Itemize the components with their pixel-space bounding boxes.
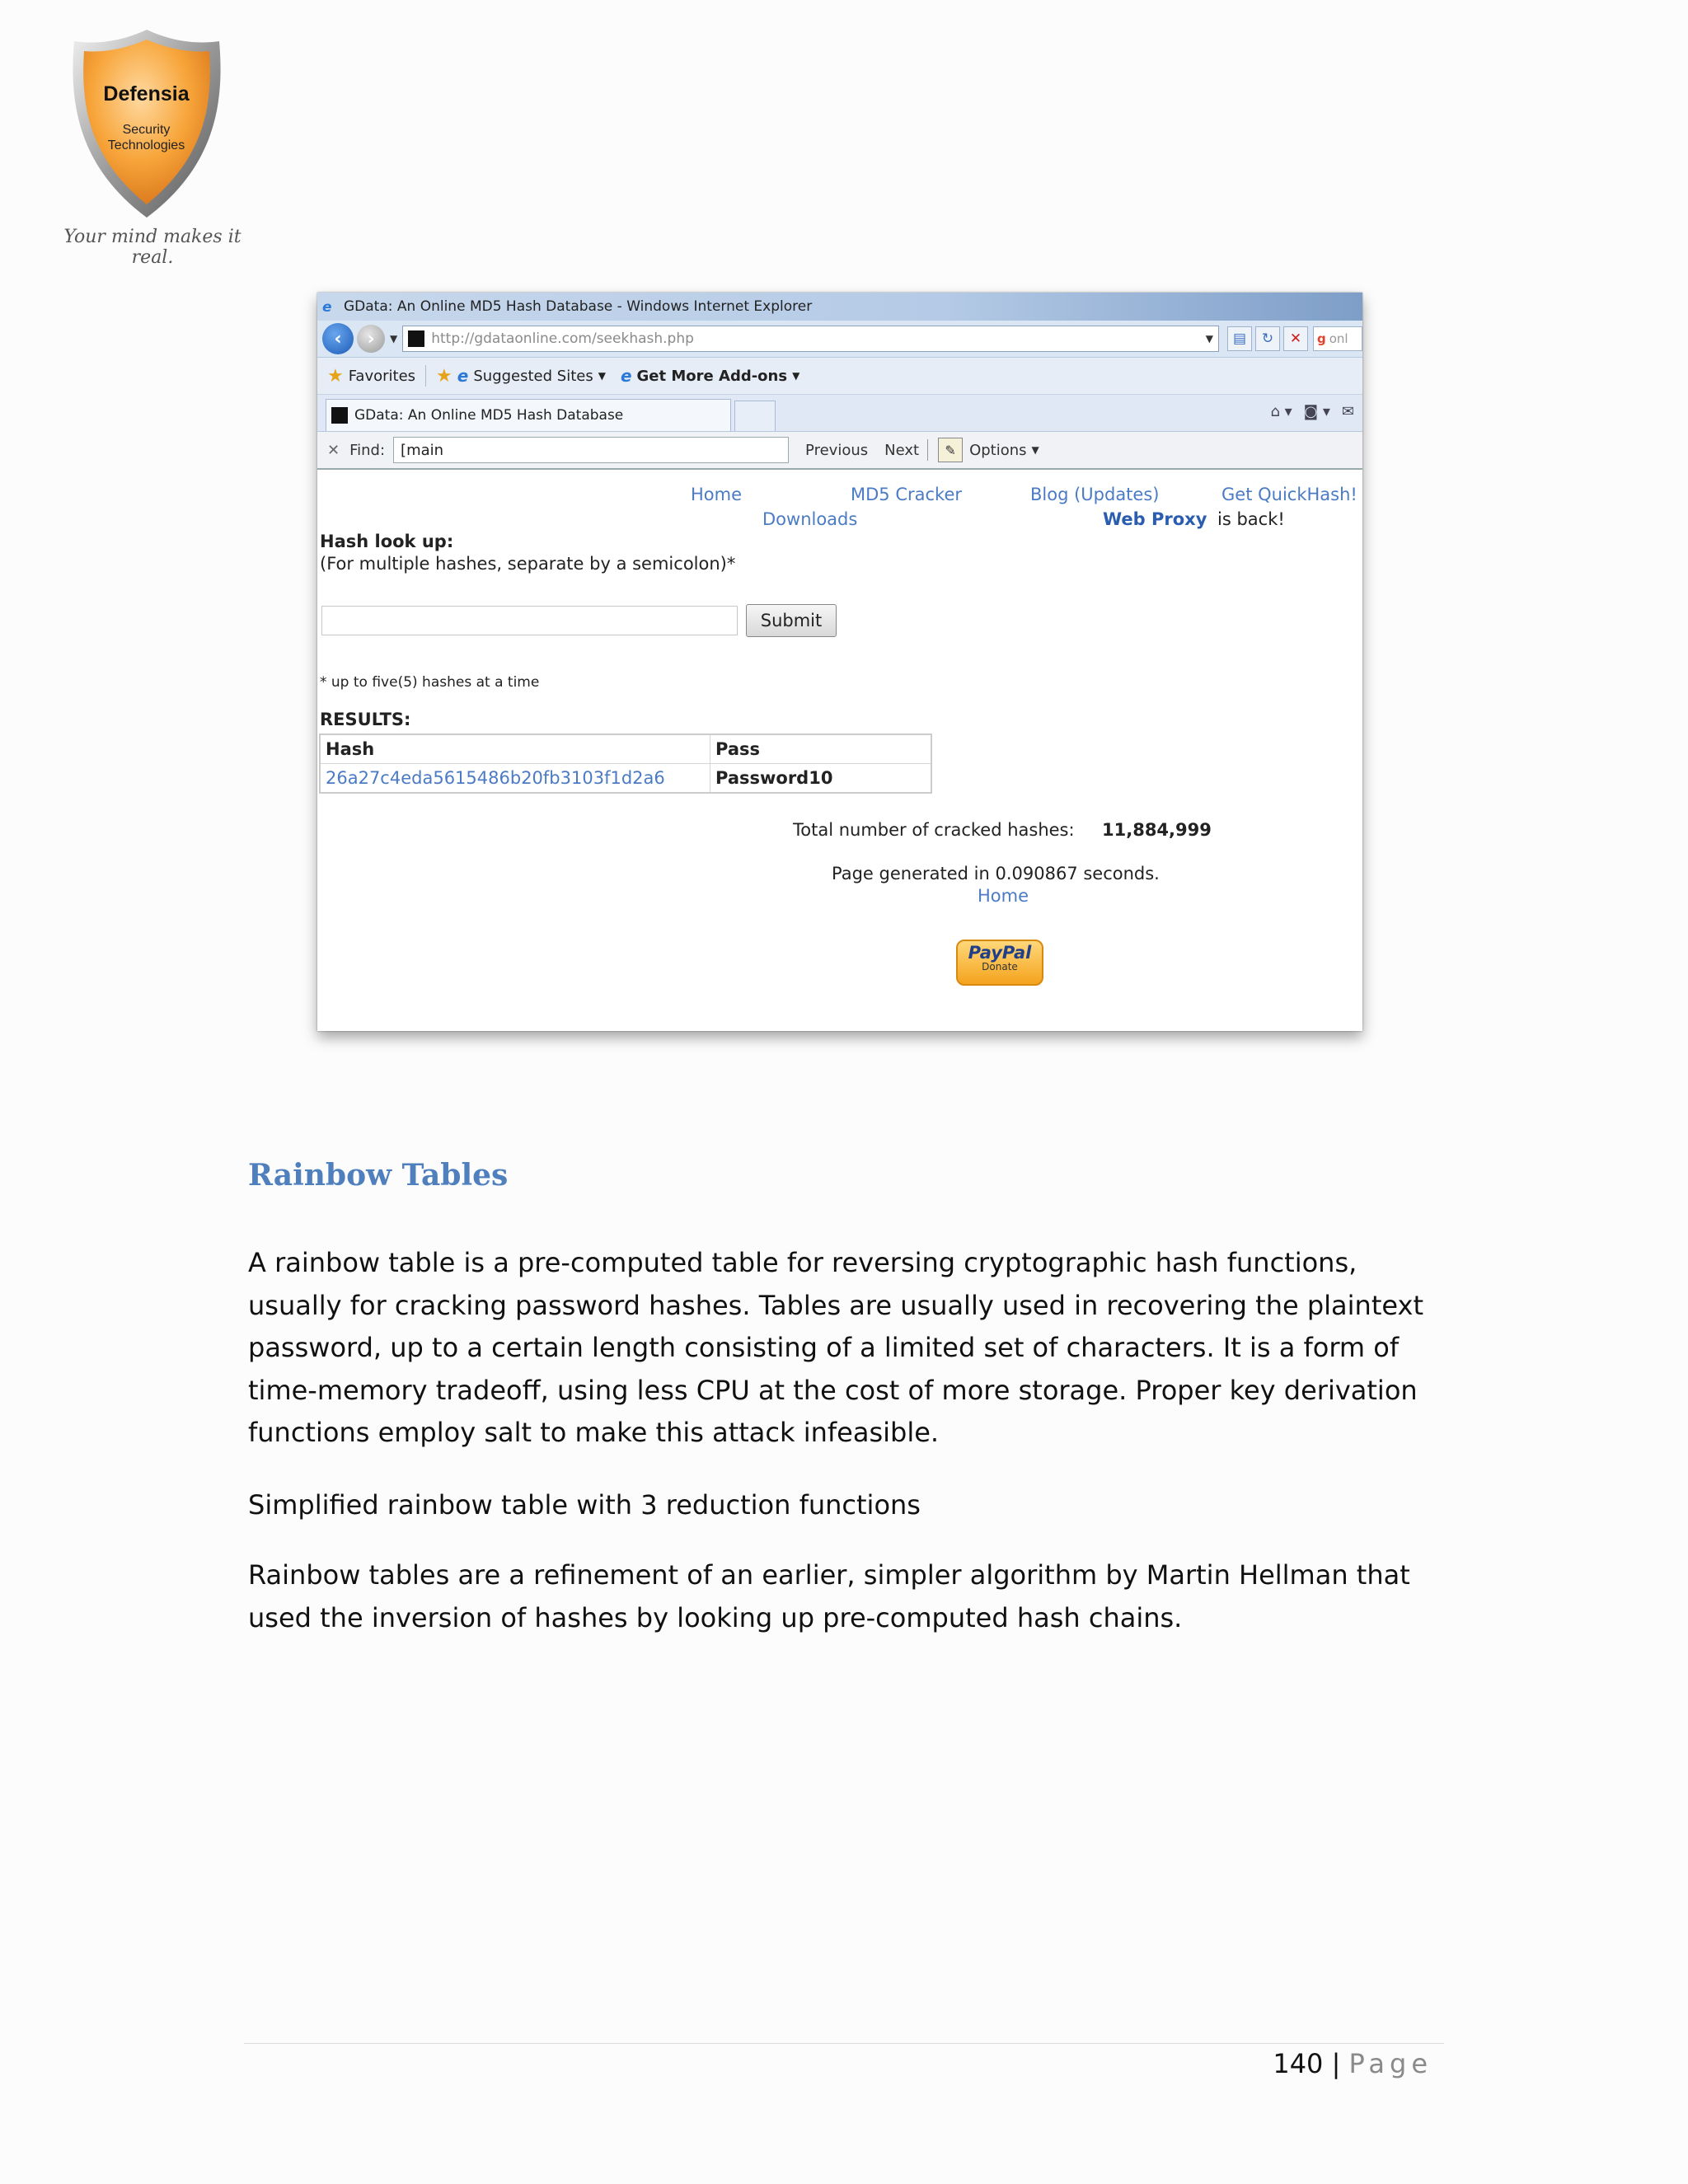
page-number: 140 — [1273, 2048, 1324, 2079]
compat-view-button[interactable]: ▤ — [1227, 326, 1252, 351]
favorites-button[interactable]: Favorites — [348, 367, 416, 385]
url-path: /seekhash.php — [591, 330, 694, 347]
find-input[interactable] — [393, 437, 789, 463]
find-bar — [317, 432, 1362, 470]
tab-title: GData: An Online MD5 Hash Database — [354, 407, 624, 424]
find-divider — [927, 439, 928, 461]
site-favicon — [408, 330, 424, 347]
logo-tagline: Your mind makes it real. — [63, 227, 241, 268]
hash-limit-note: * up to five(5) hashes at a time — [320, 674, 540, 691]
favorites-star-icon[interactable]: ★ — [327, 365, 344, 387]
page-content — [317, 470, 1362, 997]
find-previous-button[interactable]: Previous — [805, 441, 869, 459]
add-favorite-icon[interactable]: ★ — [436, 365, 452, 387]
page-word: Page — [1348, 2048, 1432, 2079]
find-next-button[interactable]: Next — [884, 441, 920, 459]
back-button[interactable]: ‹ — [322, 323, 354, 354]
result-hash-link[interactable]: 26a27c4eda5615486b20fb3103f1d2a6 — [320, 764, 710, 794]
url-host: http://gdataonline.com — [431, 330, 592, 347]
footer-separator: | — [1331, 2048, 1341, 2079]
paragraph-definition: A rainbow table is a pre-computed table for reversing cryptographic hash functions, usually for cracking password hashes. Tables are usually used in recovering the plaintext password, up to a certain length consisting of a limited set of characters. It is a form of time-memory tradeoff, using less CPU at the cost of more storage. Proper key derivation functions employ salt to make this attack infeasible. — [248, 1247, 1423, 1448]
paypal-label: PayPal — [968, 943, 1032, 963]
results-table — [319, 733, 932, 794]
hash-input[interactable] — [321, 606, 738, 635]
nav-web-proxy-link[interactable]: Web Proxy — [1103, 509, 1207, 529]
command-bar — [1270, 403, 1354, 420]
get-addons-button[interactable]: Get More Add-ons — [636, 367, 788, 385]
tab-favicon — [331, 407, 348, 424]
section-heading: Rainbow Tables — [248, 1158, 509, 1193]
addons-dropdown-icon[interactable]: ▼ — [792, 370, 800, 382]
paragraph-history: Rainbow tables are a refinement of an earlier, simpler algorithm by Martin Hellman that used the inversion of hashes by looking up pre-computed hash chains. — [248, 1559, 1410, 1633]
address-dropdown-icon[interactable]: ▼ — [1205, 333, 1213, 344]
addons-icon: e — [620, 366, 632, 386]
address-bar-row — [317, 321, 1362, 358]
paypal-donate-label: Donate — [982, 961, 1018, 972]
search-provider-icon: g — [1317, 331, 1326, 346]
options-dropdown-icon[interactable]: ▼ — [1031, 444, 1039, 456]
tab-bar — [317, 395, 1362, 432]
pencil-icon: ✎ — [938, 438, 963, 462]
suggested-sites-button[interactable]: Suggested Sites — [473, 367, 593, 385]
submit-button[interactable]: Submit — [746, 604, 837, 637]
close-find-icon[interactable]: ✕ — [327, 441, 340, 459]
browser-screenshot — [317, 293, 1362, 1031]
refresh-button[interactable]: ↻ — [1255, 326, 1280, 351]
history-dropdown-icon[interactable]: ▼ — [390, 333, 398, 344]
logo-subtitle — [58, 122, 235, 153]
company-logo — [58, 25, 241, 268]
hash-lookup-hint: (For multiple hashes, separate by a semicolon)* — [320, 554, 736, 574]
window-titlebar — [317, 293, 1362, 321]
favbar-divider — [425, 365, 426, 387]
ie-icon: e — [322, 299, 332, 316]
find-options-button[interactable]: Options — [969, 441, 1027, 459]
forward-button[interactable]: › — [357, 325, 385, 353]
home-icon[interactable]: ⌂ ▾ — [1270, 403, 1292, 420]
logo-brand-text: Defensia — [103, 82, 190, 105]
search-box[interactable] — [1313, 326, 1362, 351]
search-stub-text: onl — [1329, 331, 1348, 346]
results-heading: RESULTS: — [320, 710, 411, 729]
paragraph-caption: Simplified rainbow table with 3 reduction functions — [248, 1489, 921, 1521]
paypal-donate-button[interactable] — [956, 940, 1043, 986]
results-header-row — [320, 734, 931, 764]
logo-subtitle-line2: Technologies — [107, 138, 185, 152]
footer-divider — [244, 2043, 1444, 2044]
logo-subtitle-line1: Security — [122, 123, 171, 137]
page-generated-text: Page generated in 0.090867 seconds. — [832, 864, 1160, 883]
result-pass: Password10 — [710, 764, 932, 794]
nav-blog-link[interactable]: Blog (Updates) — [1030, 485, 1160, 504]
suggested-sites-dropdown-icon[interactable]: ▼ — [598, 370, 606, 382]
nav-downloads-link[interactable]: Downloads — [762, 509, 858, 529]
stop-button[interactable]: ✕ — [1283, 326, 1308, 351]
column-header-hash: Hash — [320, 734, 710, 764]
new-tab-button[interactable] — [734, 401, 776, 431]
page-footer — [1273, 2048, 1432, 2079]
nav-md5-cracker-link[interactable]: MD5 Cracker — [851, 485, 963, 504]
window-title: GData: An Online MD5 Hash Database - Windows Internet Explorer — [344, 298, 813, 315]
tab-gdata[interactable] — [326, 399, 731, 431]
nav-home-link[interactable]: Home — [691, 485, 743, 504]
feeds-icon[interactable]: ◙ ▾ — [1303, 403, 1330, 420]
mail-icon[interactable]: ✉ — [1341, 403, 1354, 420]
find-input-value: [main — [401, 441, 444, 459]
web-proxy-note: is back! — [1217, 509, 1285, 529]
column-header-pass: Pass — [710, 734, 932, 764]
total-cracked-value: 11,884,999 — [1102, 820, 1212, 840]
total-cracked-label: Total number of cracked hashes: — [793, 820, 1075, 840]
find-label: Find: — [349, 441, 386, 459]
footer-home-link[interactable]: Home — [978, 886, 1029, 906]
table-row — [320, 764, 931, 794]
suggested-sites-icon: e — [457, 366, 469, 386]
address-input[interactable] — [402, 326, 1219, 352]
favorites-bar — [317, 358, 1362, 395]
nav-quickhash-link[interactable]: Get QuickHash! — [1221, 485, 1357, 504]
hash-lookup-heading: Hash look up: — [320, 532, 454, 551]
